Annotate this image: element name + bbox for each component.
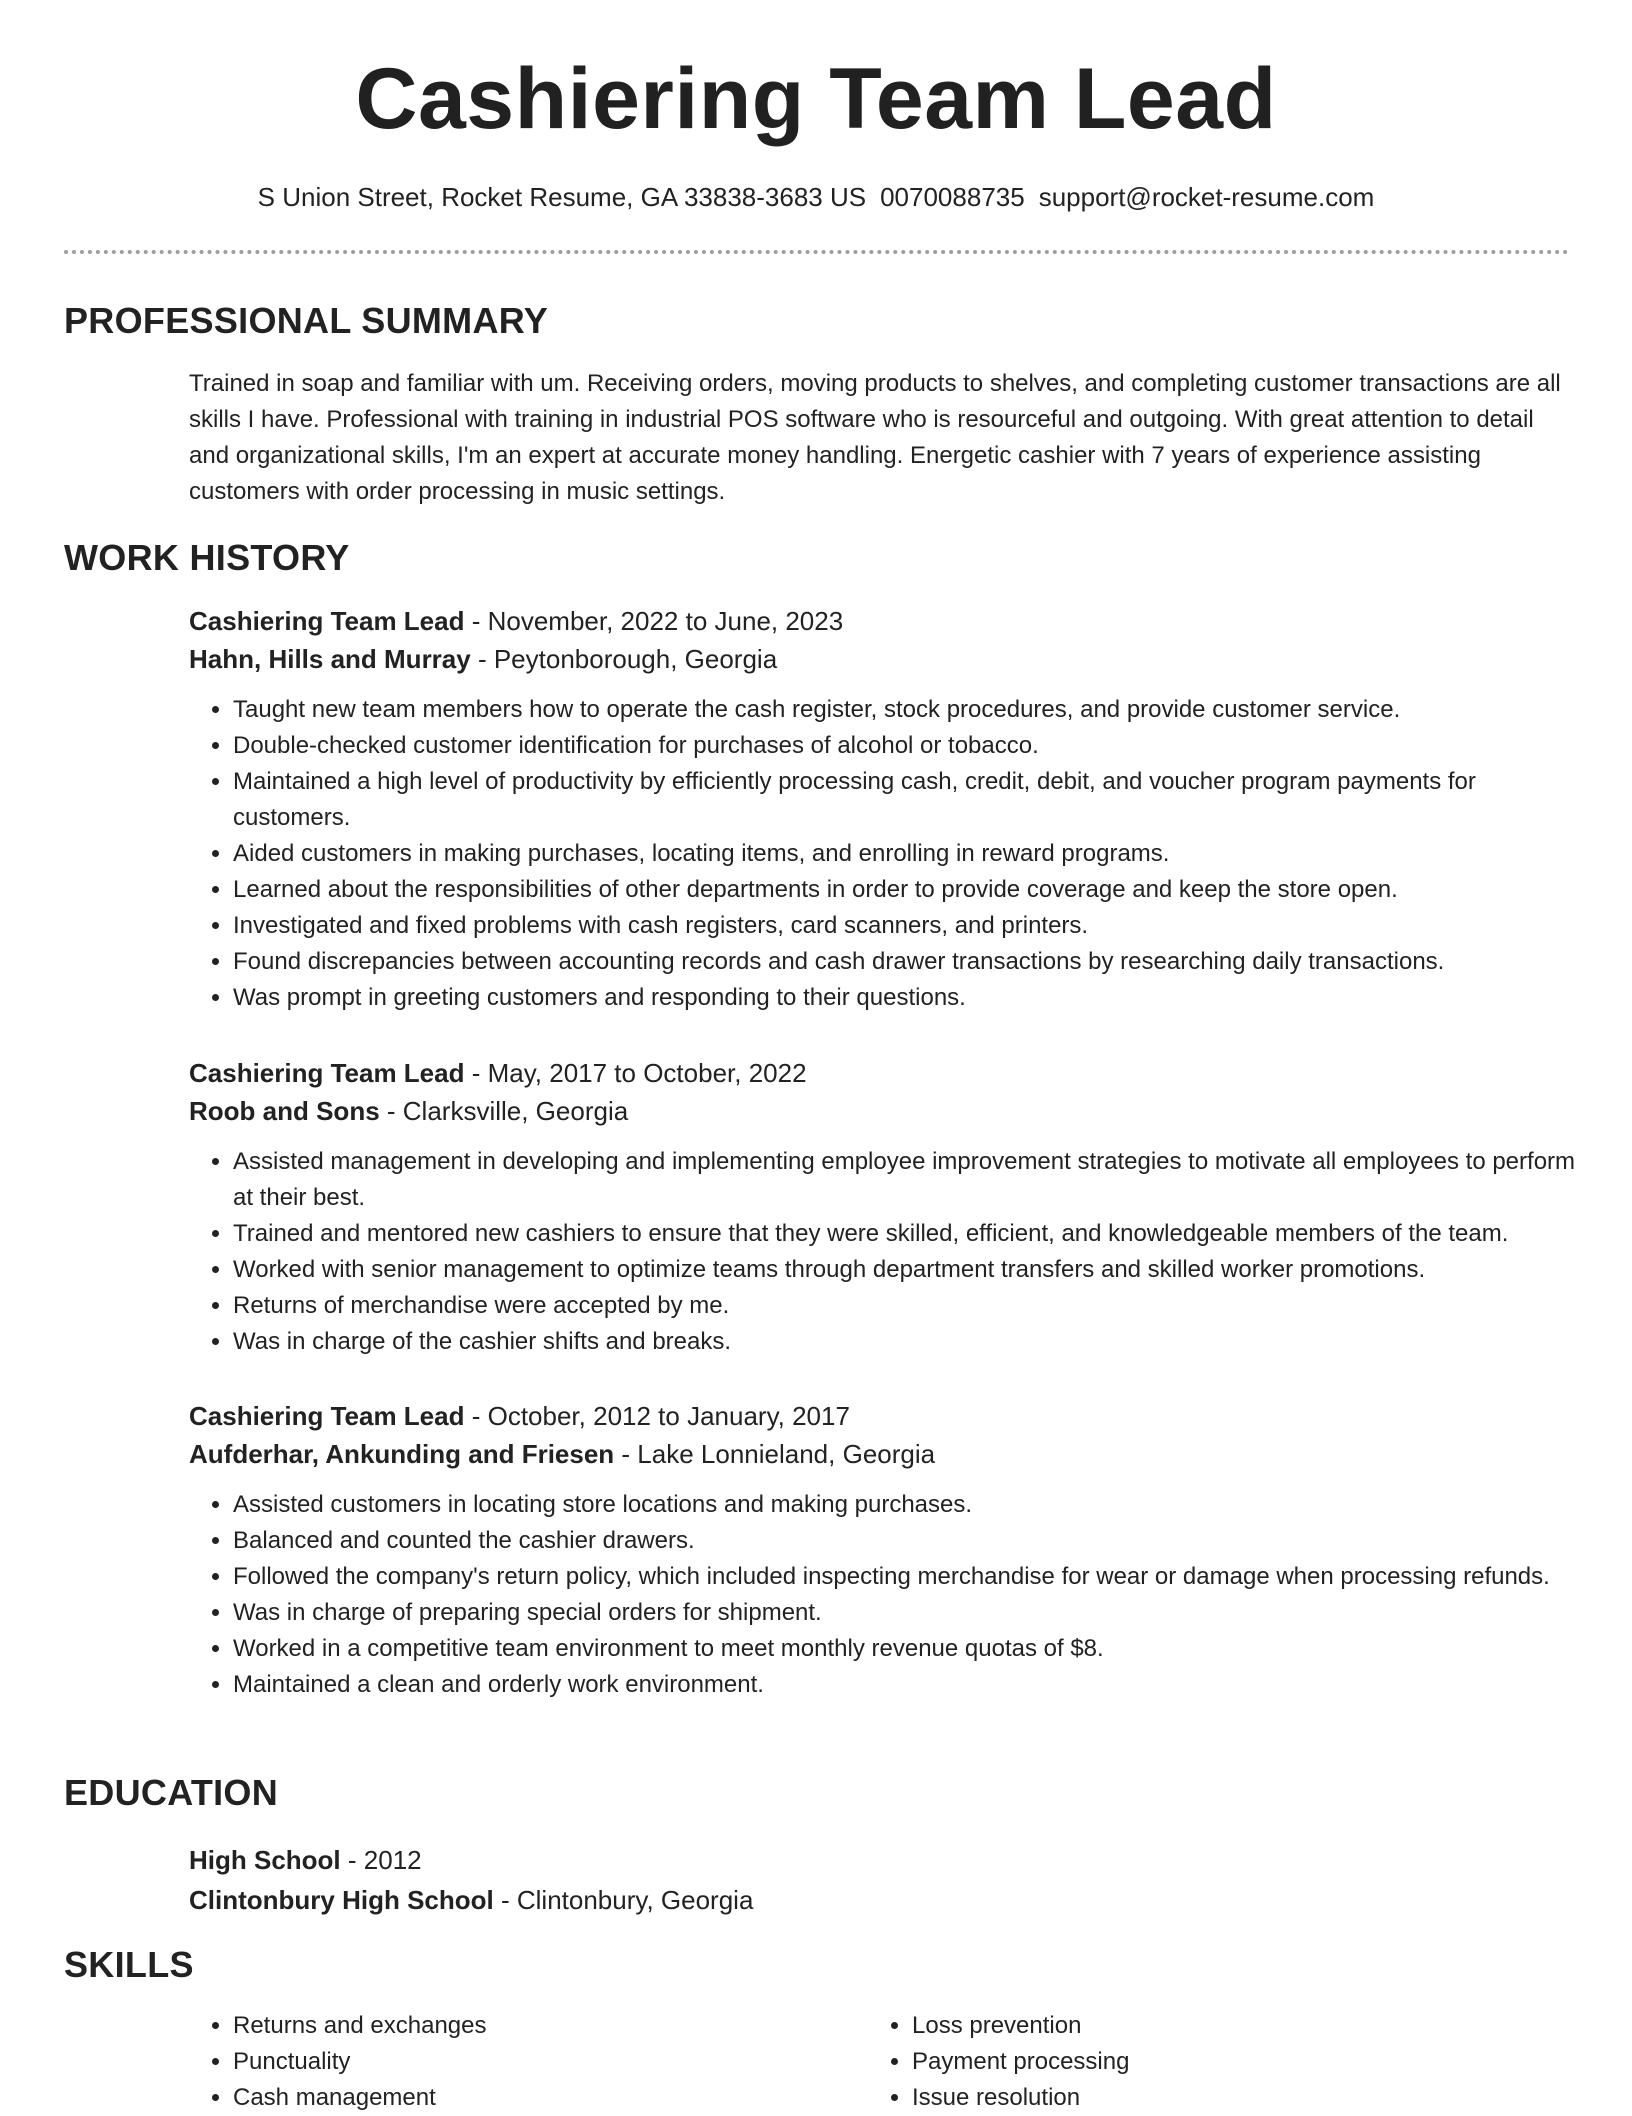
education-entry — [189, 1840, 1569, 1920]
education-degree: High School — [189, 1845, 341, 1875]
job-bullet: • Worked in a competitive team environment to meet monthly revenue quotas of $8. — [233, 1631, 1579, 1667]
job-bullet: • Trained and mentored new cashiers to ensure that they were skilled, efficient, and knowledgeable members of the team. — [233, 1216, 1579, 1252]
summary-heading: PROFESSIONAL SUMMARY — [64, 300, 549, 341]
job-company-line — [189, 1435, 1579, 1473]
job-title: Cashiering Team Lead — [189, 606, 465, 636]
job-bullet: • Worked with senior management to optimize teams through department transfers and skilled worker promotions. — [233, 1252, 1579, 1288]
job-bullet: • Was in charge of the cashier shifts and breaks. — [233, 1324, 1579, 1360]
contact-email: support@rocket-resume.com — [1038, 182, 1375, 212]
skills-list — [868, 2008, 1468, 2116]
job-location: - Lake Lonnieland, Georgia — [614, 1439, 936, 1469]
job-bullet: • Followed the company's return policy, which included inspecting merchandise for wear or damage when processing refunds. — [233, 1559, 1579, 1595]
job-title: Cashiering Team Lead — [189, 1058, 465, 1088]
job-bullet: • Learned about the responsibilities of other departments in order to provide coverage and keep the store open. — [233, 872, 1579, 908]
job-bullet: • Double-checked customer identification for purchases of alcohol or tobacco. — [233, 728, 1579, 764]
education-location: - Clintonbury, Georgia — [493, 1885, 754, 1915]
job-company-line — [189, 1092, 1579, 1130]
job-bullet: • Was in charge of preparing special orders for shipment. — [233, 1595, 1579, 1631]
contact-address: S Union Street, Rocket Resume, GA 33838-3683 US — [257, 182, 867, 212]
job-company: Aufderhar, Ankunding and Friesen — [189, 1439, 615, 1469]
job-bullets — [189, 1144, 1579, 1360]
job-bullet: • Taught new team members how to operate the cash register, stock procedures, and provide customer service. — [233, 692, 1579, 728]
skill-item: • Cash management — [233, 2080, 789, 2116]
job-title-line — [189, 602, 1579, 640]
education-school-line — [189, 1880, 1569, 1920]
job-company-line — [189, 640, 1579, 678]
education-heading: EDUCATION — [64, 1772, 279, 1813]
skill-item: • Payment processing — [912, 2044, 1468, 2080]
skills-column-left — [189, 2008, 789, 2116]
job-company: Roob and Sons — [189, 1096, 380, 1126]
job-location: - Clarksville, Georgia — [379, 1096, 629, 1126]
job-dates: - October, 2012 to January, 2017 — [464, 1401, 850, 1431]
skill-item: • Issue resolution — [912, 2080, 1468, 2116]
contact-phone: 0070088735 — [880, 182, 1025, 212]
job-bullet: • Maintained a high level of productivity by efficiently processing cash, credit, debit, and voucher program payments for customers. — [233, 764, 1579, 836]
job-dates: - May, 2017 to October, 2022 — [464, 1058, 807, 1088]
job-bullets — [189, 1487, 1579, 1703]
skills-heading: SKILLS — [64, 1944, 194, 1985]
summary-text: Trained in soap and familiar with um. Receiving orders, moving products to shelves, and completing customer transactions are all skills I have. Professional with training in industrial POS software who is resourceful and outgoing. With great attention to detail and organizational skills, I'm an expert at accurate money handling. Energetic cashier with 7 years of experience assisting customers with order processing in music settings. — [189, 370, 1561, 505]
education-school: Clintonbury High School — [189, 1885, 494, 1915]
job-bullet: • Returns of merchandise were accepted by me. — [233, 1288, 1579, 1324]
contact-line — [0, 182, 1632, 213]
job-entry — [189, 602, 1579, 1016]
job-dates: - November, 2022 to June, 2023 — [464, 606, 844, 636]
skill-item: • Loss prevention — [912, 2008, 1468, 2044]
job-title-line — [189, 1054, 1579, 1092]
job-company: Hahn, Hills and Murray — [189, 644, 471, 674]
job-bullet: • Assisted management in developing and implementing employee improvement strategies to motivate all employees to perform at their best. — [233, 1144, 1579, 1216]
skill-item: • Returns and exchanges — [233, 2008, 789, 2044]
job-bullet: • Balanced and counted the cashier drawers. — [233, 1523, 1579, 1559]
skills-column-right — [868, 2008, 1468, 2116]
job-bullet: • Was prompt in greeting customers and responding to their questions. — [233, 980, 1579, 1016]
job-bullet: • Aided customers in making purchases, locating items, and enrolling in reward programs. — [233, 836, 1579, 872]
work-history-heading: WORK HISTORY — [64, 537, 350, 578]
job-title: Cashiering Team Lead — [189, 1401, 465, 1431]
resume-title: Cashiering Team Lead — [355, 51, 1277, 147]
education-degree-line — [189, 1840, 1569, 1880]
job-bullet: • Maintained a clean and orderly work environment. — [233, 1667, 1579, 1703]
header-divider — [64, 250, 1569, 254]
job-title-line — [189, 1397, 1579, 1435]
job-bullet: • Investigated and fixed problems with cash registers, card scanners, and printers. — [233, 908, 1579, 944]
job-entry — [189, 1054, 1579, 1360]
job-bullets — [189, 692, 1579, 1016]
education-year: - 2012 — [340, 1845, 422, 1875]
skill-item: • Punctuality — [233, 2044, 789, 2080]
job-entry — [189, 1397, 1579, 1703]
skills-list — [189, 2008, 789, 2116]
job-bullet: • Found discrepancies between accounting records and cash drawer transactions by researching daily transactions. — [233, 944, 1579, 980]
job-location: - Peytonborough, Georgia — [470, 644, 778, 674]
job-bullet: • Assisted customers in locating store locations and making purchases. — [233, 1487, 1579, 1523]
